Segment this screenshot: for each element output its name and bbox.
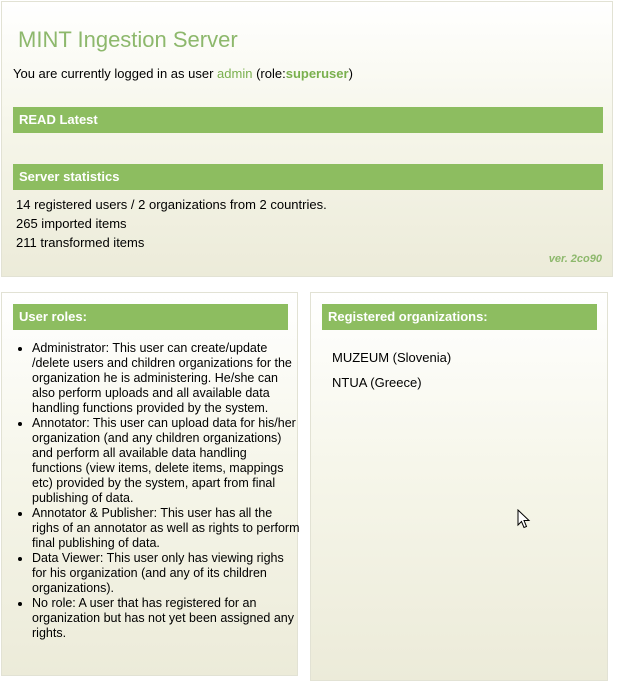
role-administrator: • Administrator: This user can create/update /delete users and children organizations for the organization he is administering. He/she can also perform uploads and all available data handling functions provided by the system. [32,341,300,416]
mouse-cursor-icon [517,509,531,529]
role-data-viewer: • Data Viewer: This user only has viewing righs for his organization (and any of its children organizations). [32,551,300,596]
read-latest-bar[interactable]: READ Latest [13,107,603,133]
organization-item-muzeum[interactable]: MUZEUM (Slovenia) [332,350,452,365]
role-annotator: • Annotator: This user can upload data for his/her organization (and any children organizations) and perform all available data handling functions (view items, delete items, mappings etc) provided by the system, apart from final publishing of data. [32,416,300,506]
stat-transformed: 211 transformed items [16,235,145,250]
username-link[interactable]: admin [217,66,253,81]
user-roles-list [13,341,300,641]
login-status [13,66,353,81]
stat-imported: 265 imported items [16,216,127,231]
registered-organizations-panel [310,292,608,681]
role-suffix: ) [348,66,353,81]
stat-users: 14 registered users / 2 organizations from 2 countries. [16,197,327,212]
user-roles-heading: User roles: [13,304,288,330]
role-link[interactable]: superuser [285,66,349,81]
login-prefix: You are currently logged in as user [13,66,214,81]
page-title: MINT Ingestion Server [18,27,238,52]
version-label: ver. 2co90 [548,253,602,265]
organization-item-ntua[interactable]: NTUA (Greece) [332,375,422,390]
organizations-heading: Registered organizations: [322,304,597,330]
role-annotator-publisher: • Annotator & Publisher: This user has all the righs of an annotator as well as rights to perform final publishing of data. [32,506,300,551]
user-roles-panel [1,292,298,676]
role-no-role: • No role: A user that has registered for an organization but has not yet been assigned any rights. [32,596,300,641]
server-statistics-bar: Server statistics [13,164,603,190]
role-prefix: (role: [256,66,286,81]
main-panel [1,1,613,277]
